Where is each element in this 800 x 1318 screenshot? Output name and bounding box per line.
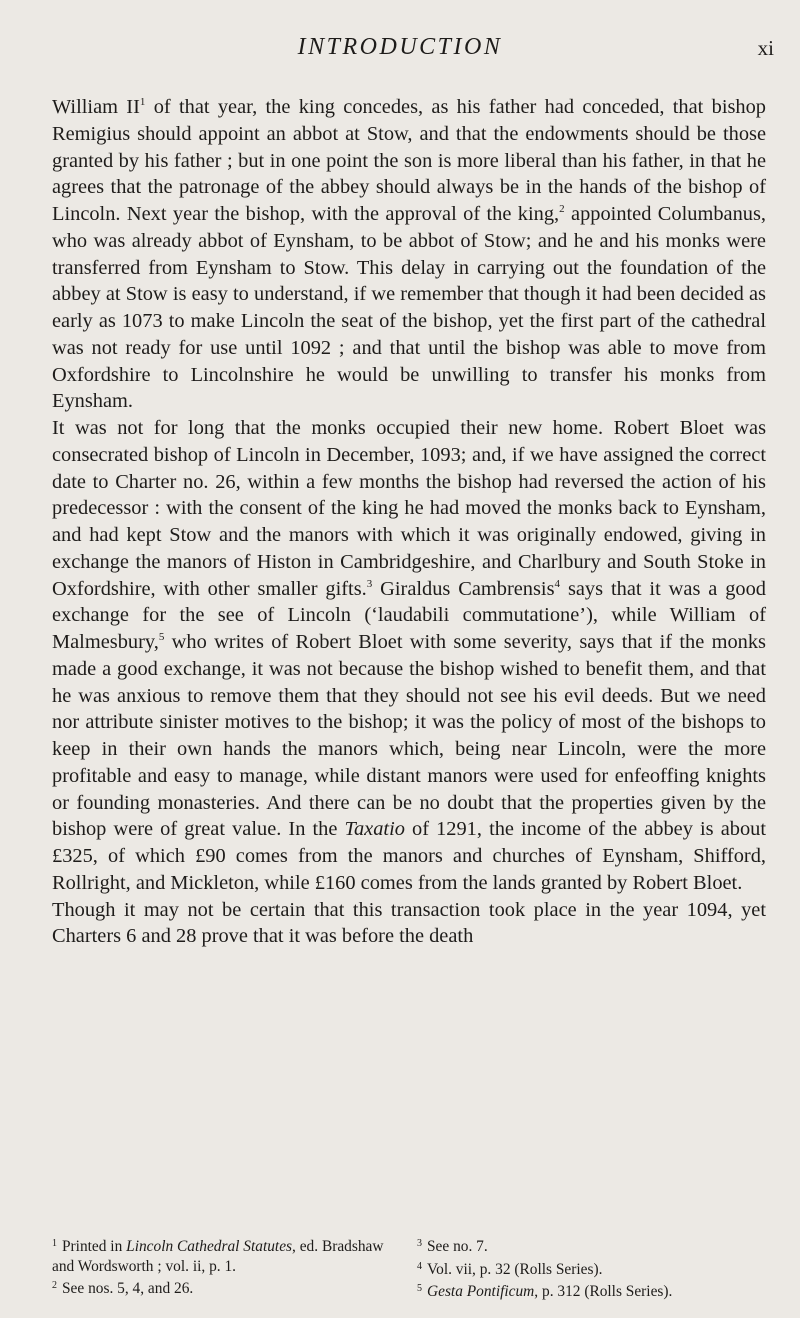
footnote-number: 3 <box>417 1238 422 1249</box>
paragraph-3 <box>52 897 766 951</box>
footnote-1 <box>52 1234 392 1276</box>
footnote-5 <box>417 1279 767 1302</box>
paragraph-1 <box>52 94 766 415</box>
running-head <box>0 34 800 74</box>
text-run: See no. 7. <box>427 1238 488 1255</box>
footnote-number: 4 <box>417 1260 422 1272</box>
footnote-ref-3: 3 <box>366 577 373 590</box>
footnote-4 <box>417 1257 767 1280</box>
text-run: It was not for long that the monks occupied their new home. Robert Bloet was consecrated bishop of Lincoln in December, 1093; and, if we have assigned the correct date to Charter no. 26, within a few months the bishop had reversed the action of his predecessor : with the consent of the king he had moved the monks back to Eynsham, and had kept Stow and the manors with which it was originally endowed, giving in exchange the manors of Histon in Cambridgeshire, and Charlbury and South Stoke in Oxfordshire, with other smaller gifts. <box>52 417 766 600</box>
footnote-number: 2 <box>52 1280 57 1292</box>
footnote-ref-1: 1 <box>139 96 146 108</box>
text-run: Giraldus Cambrensis <box>372 577 555 600</box>
text-run: Though it may not be certain that this transaction took place in the year 1094, yet Charters 6 and 28 prove that it was before the death <box>52 898 766 948</box>
text-run: who writes of Robert Bloet with some severity, says that if the monks made a good exchange, it was not because the bishop wished to benefit them, and that he was anxious to remove them that they should not see his evil deeds. But we need nor attribute sinister motives to the bishop; it was the policy of most of the bishops to keep in their own hands the manors which, being near Lincoln, were the more profitable and easy to manage, while distant manors were used for enfeoffing knights or founding monasteries. And there can be no doubt that the properties given by the bishop were of great value. In the <box>52 631 766 841</box>
footnote-column-right <box>417 1234 767 1302</box>
italic-title: Taxatio <box>344 818 405 841</box>
text-run: Vol. vii, p. 32 (Rolls Series). <box>427 1260 603 1278</box>
text-run: Printed in <box>62 1238 127 1255</box>
italic-title: Lincoln Cathedral Statutes <box>126 1238 293 1255</box>
text-run: of that year, the king concedes, as his father had conceded, that bishop Remigius should appoint an abbot at Stow, and that the endowments should be those granted by his father ; but in one point the son is more liberal than his father, in that he agrees that the patronage of the abbey should always be in the hands of the bishop of Lincoln. Next year the bishop, with the approval of the king, <box>52 96 766 225</box>
footnote-ref-4: 4 <box>554 577 561 590</box>
footnote-2 <box>52 1276 392 1299</box>
footnote-ref-5: 5 <box>158 631 165 643</box>
body-text <box>52 94 766 950</box>
running-title: INTRODUCTION <box>297 34 503 60</box>
footnote-number: 1 <box>52 1238 57 1249</box>
footnote-ref-2: 2 <box>559 203 565 215</box>
footnote-number: 5 <box>417 1283 422 1295</box>
italic-title: Gesta Pontificum <box>427 1283 535 1301</box>
text-run: , ed. Bradshaw and Wordsworth ; vol. ii, p. 1. <box>52 1238 384 1275</box>
text-run: appointed Columbanus, who was already abbot of Eynsham, to be abbot of Stow; and he and his monks were transferred from Eynsham to Stow. This delay in carrying out the foundation of the abbey at Stow is easy to understand, if we remember that though it had been decided as early as 1073 to make Lincoln the seat of the bishop, yet the first part of the cathedral was not ready for use until 1092 ; and that until the bishop was able to move from Oxfordshire to Lincolnshire he would be unwilling to transfer his monks from Eynsham. <box>52 203 766 413</box>
text-run: See nos. 5, 4, and 26. <box>62 1280 194 1298</box>
footnote-column-left <box>52 1234 392 1299</box>
text-run: William II <box>52 96 140 118</box>
text-run: of 1291, the income of the abbey is about £325, of which £90 comes from the manors and churches of Eynsham, Shifford, Rollright, and Mickleton, while £160 comes from the lands granted by Robert Bloet. <box>52 818 766 894</box>
text-run: says that it was a good exchange for the see of Lincoln (‘laudabili commutatione’), while William of Malmesbury, <box>52 577 767 653</box>
paragraph-2 <box>52 415 766 897</box>
text-run: , p. 312 (Rolls Series). <box>534 1283 673 1301</box>
footnote-3 <box>417 1234 767 1257</box>
page-number: xi <box>757 36 774 60</box>
